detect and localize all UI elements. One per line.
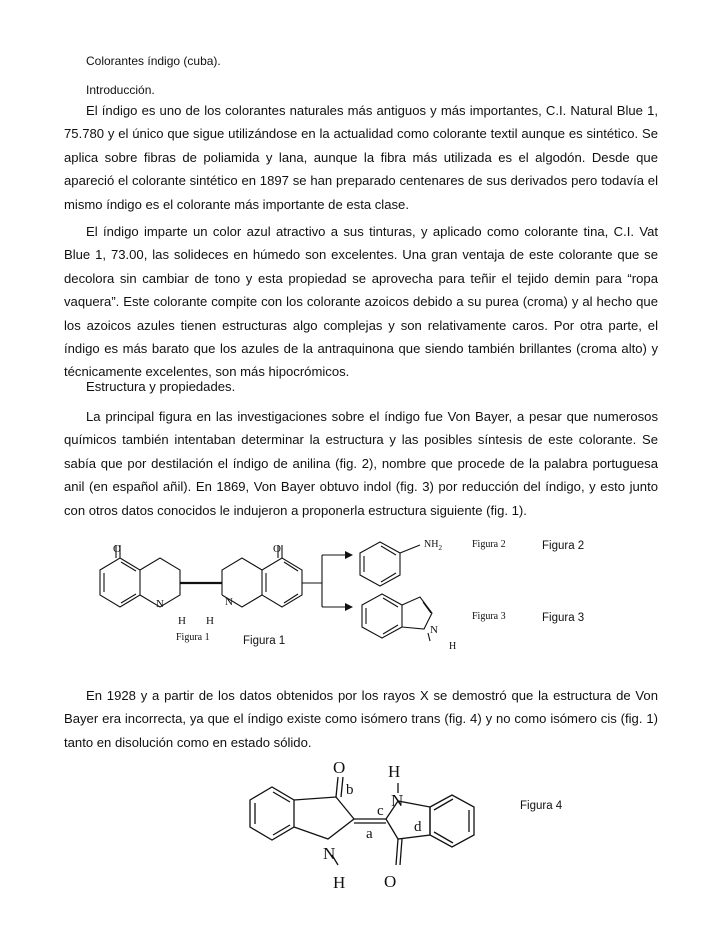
bond-a-label: a [366, 826, 373, 842]
document-title: Colorantes índigo (cuba). [86, 54, 221, 68]
figure-4-structure [250, 777, 474, 865]
atom-label: H [178, 615, 186, 627]
figure-4 [0, 755, 728, 943]
atom-label: O [273, 543, 281, 555]
figure-1-caption: Figura 1 [243, 635, 286, 647]
atom-label: N [225, 596, 233, 608]
atom-label: O [113, 543, 121, 555]
figure-2-structure [360, 542, 420, 586]
figure-1-structure [100, 545, 345, 607]
atom-label: H [206, 615, 214, 627]
atom-label: H [449, 641, 457, 652]
figure-3-inner-label: Figura 3 [472, 611, 506, 622]
aniline-nh2-label: $NH_2$ [424, 539, 442, 552]
bond-b-label: b [346, 782, 354, 798]
atom-label: H [333, 873, 346, 892]
atom-label: N [323, 844, 336, 863]
atom-label: O [384, 872, 397, 891]
figure-1-inner-label: Figura 1 [176, 632, 210, 643]
paragraph-4: En 1928 y a partir de los datos obtenidos por los rayos X se demostró que la estructura de Von Bayer era incorrecta, ya que el índigo existe como isómero trans (fig. 4) y no como isómero cis (fig. 1) tanto en disolución como en estado sólido. [64, 688, 658, 750]
paragraph-2: El índigo imparte un color azul atractivo a sus tinturas, y aplicado como colorante tina, C.I. Vat Blue 1, 73.00, las solideces en húmedo son excelentes. Una gran ventaja de este colorante que se decolora sin cambiar de tono y esta propiedad se aprovecha para teñir el tejido demin para “ropa vaquera”. Este colorante compite con los colorante azoicos debido a su purea (croma) y al hecho que los azoicos azules tienen estructuras algo complejas y son relativamente caros. Por otra parte, el índigo es más barato que los azules de la antraquinona que siendo también brillantes (croma alto) y técnicamente excelentes, son más hipocrómicos. [64, 224, 658, 380]
figures-1-2-3 [0, 525, 728, 660]
bond-d-label: d [414, 819, 422, 835]
atom-label: O [333, 758, 346, 777]
atom-label: N [156, 598, 164, 610]
arrow-head-icon [345, 603, 353, 611]
figure-3-structure [362, 594, 432, 641]
paragraph-3: La principal figura en las investigaciones sobre el índigo fue Von Bayer, a pesar que numerosos químicos también intentaban determinar la estructura y las posibles síntesis de este colorante. Se sabía que por destilación el índigo de anilina (fig. 2), nombre que procede de la palabra portuguesa anil (en español añil). En 1869, Von Bayer obtuvo indol (fig. 3) por reducción del índigo, y esto junto con otros datos conocidos le indujeron a proponerla estructura siguiente (fig. 1). [64, 409, 658, 518]
figure-2-caption: Figura 2 [542, 540, 585, 552]
arrow-head-icon [345, 551, 353, 559]
bond-c-label: c [377, 803, 384, 819]
figure-2-inner-label: Figura 2 [472, 539, 506, 550]
atom-label: H [388, 762, 401, 781]
atom-label: N [391, 791, 404, 810]
figure-3-caption: Figura 3 [542, 612, 585, 624]
atom-label: N [430, 624, 438, 636]
intro-heading: Introducción. [86, 83, 155, 97]
figure-4-caption: Figura 4 [520, 800, 563, 812]
paragraph-1: El índigo es uno de los colorantes naturales más antiguos y más importantes, C.I. Natural Blue 1, 75.780 y el único que sigue utilizándose en la actualidad como colorante textil aunque es sintético. Se aplica sobre fibras de poliamida y lana, aunque la fibra más utilizada es el algodón. Desde que apareció el colorante sintético en 1897 se han preparado centenares de sus derivados pero todavía el mismo índigo es el colorante más importante de esta clase. [64, 103, 658, 212]
structure-heading: Estructura y propiedades. [86, 379, 236, 394]
